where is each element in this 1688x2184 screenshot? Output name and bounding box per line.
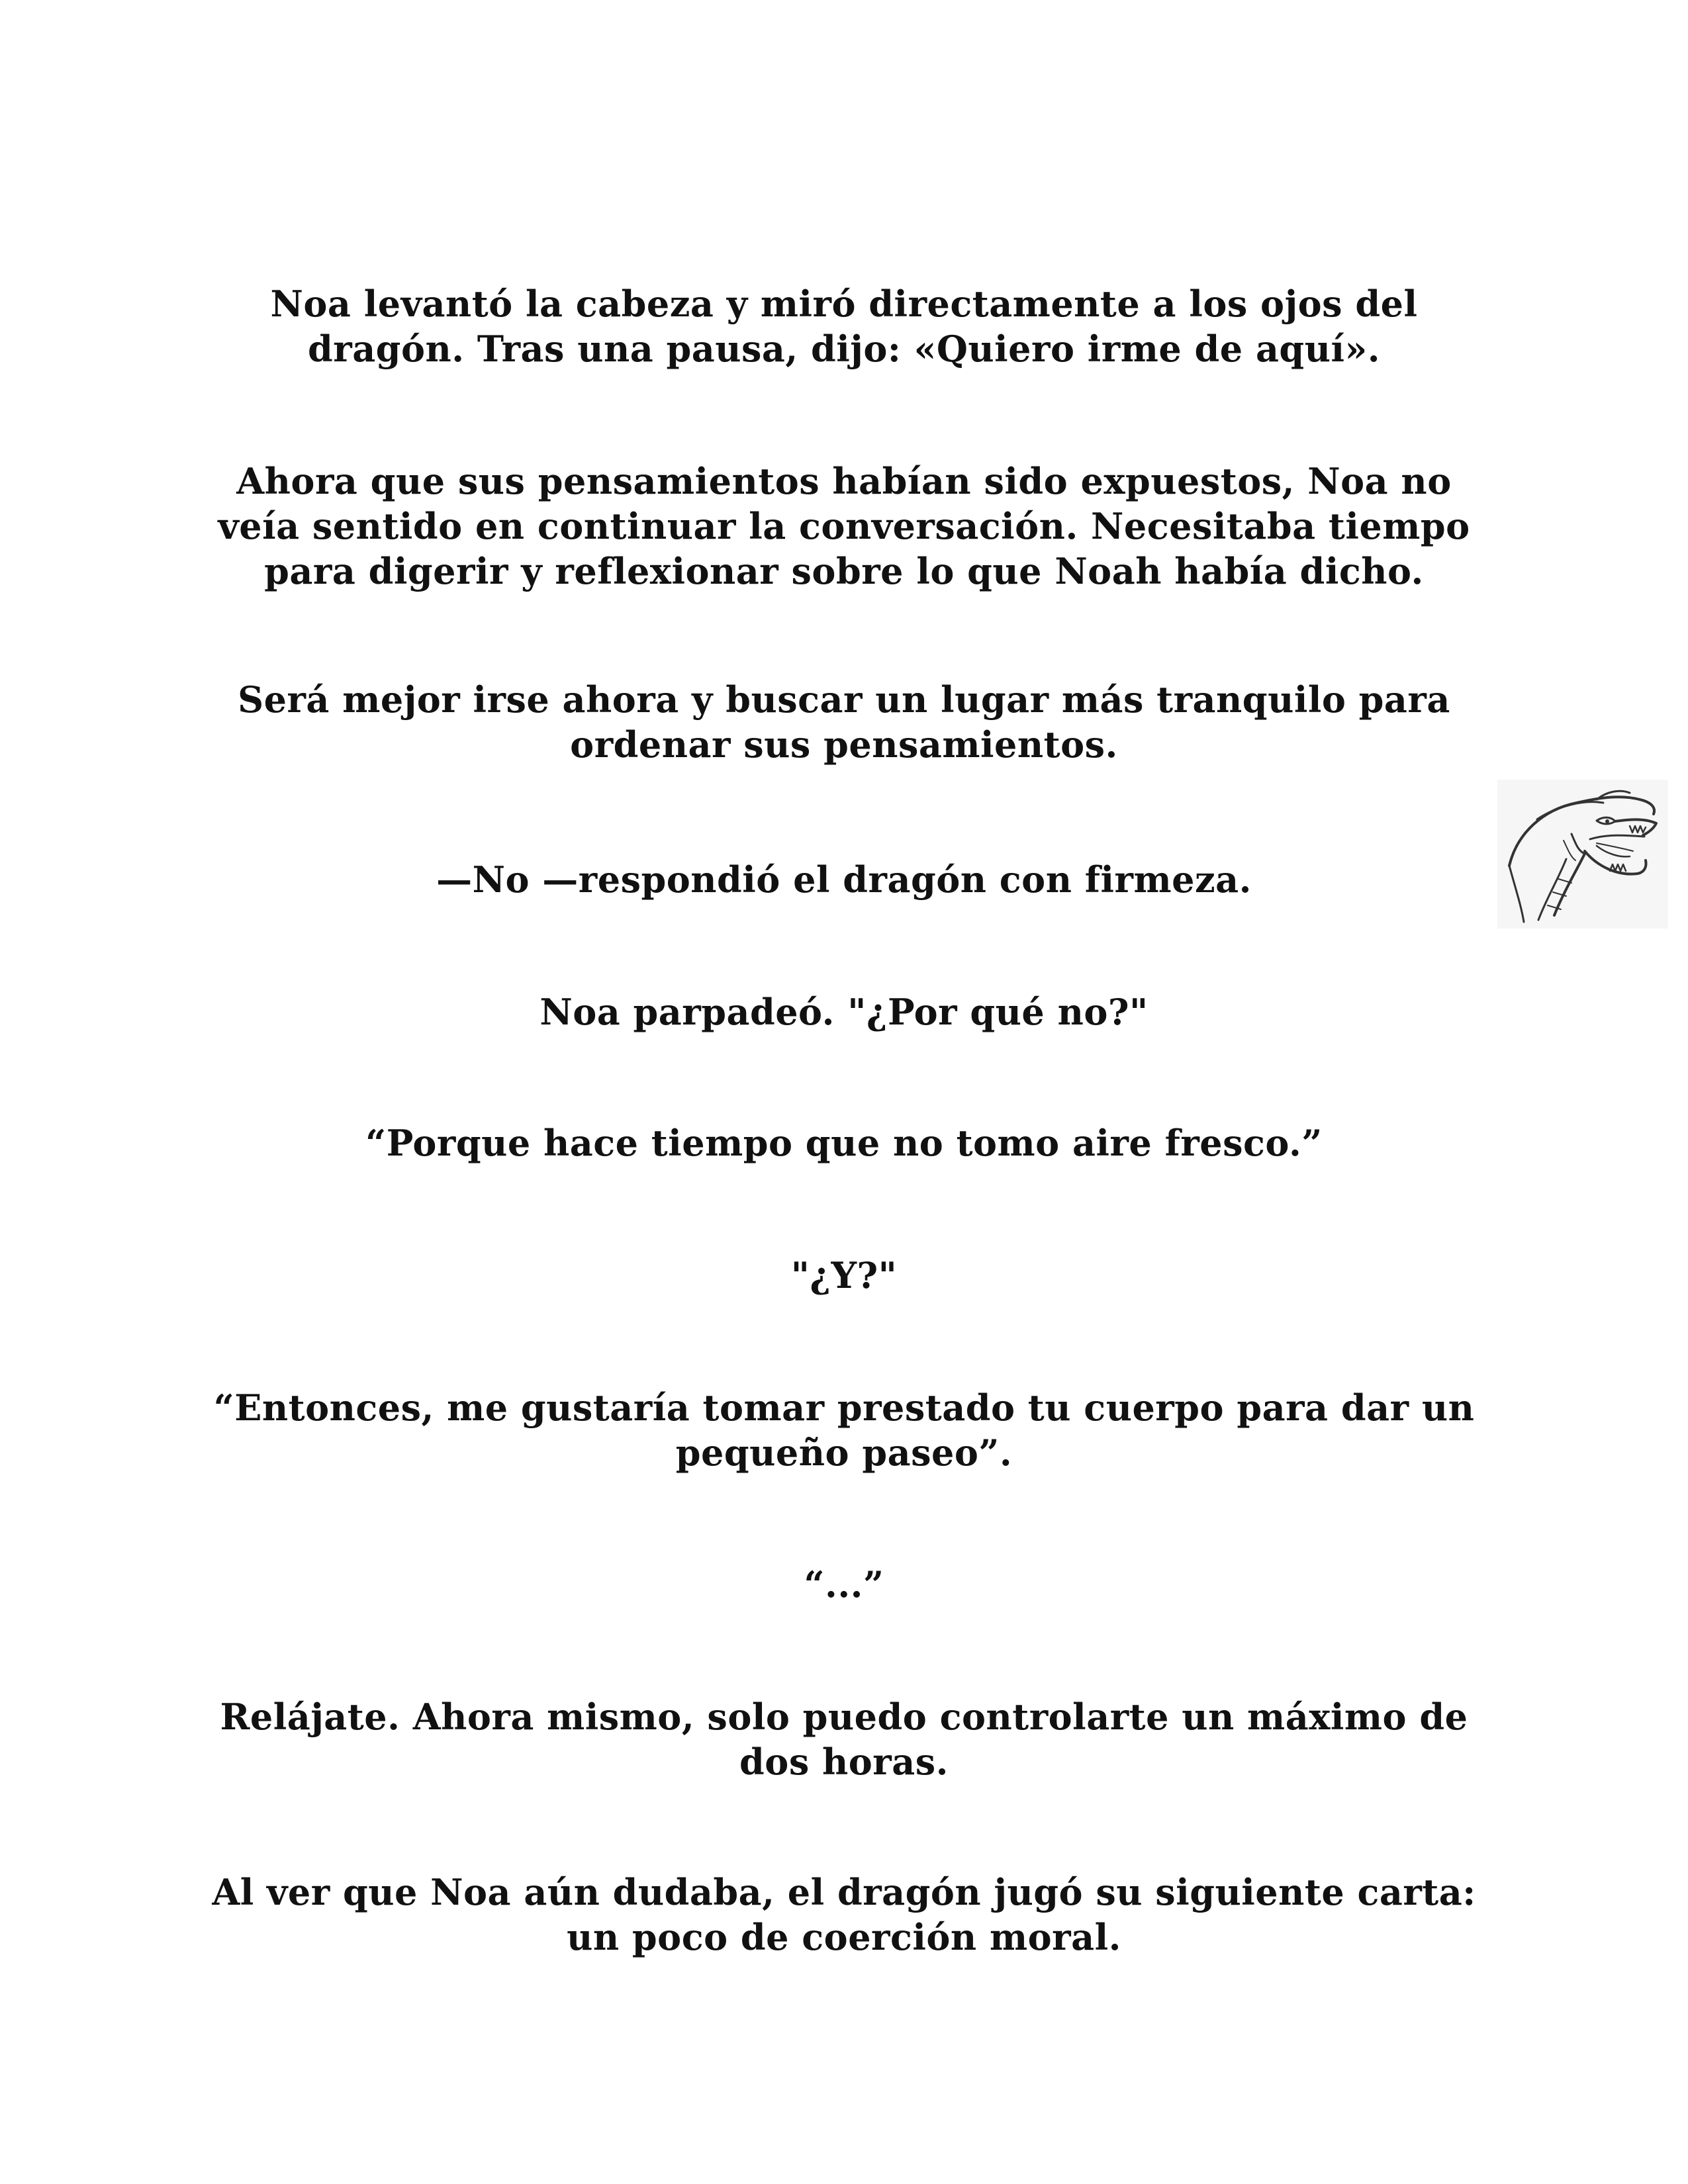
paragraph-11-line-2: un poco de coerción moral. bbox=[567, 1916, 1121, 1958]
paragraph-2-line-1: Ahora que sus pensamientos habían sido expuestos, Noa no bbox=[236, 460, 1452, 502]
paragraph-8-line-1: “Entonces, me gustaría tomar prestado tu cuerpo para dar un bbox=[213, 1387, 1475, 1429]
paragraph-1 bbox=[199, 281, 1489, 371]
paragraph-2-line-2: veía sentido en continuar la conversación. Necesitaba tiempo bbox=[218, 505, 1470, 547]
paragraph-3 bbox=[199, 677, 1489, 767]
paragraph-10-line-2: dos horas. bbox=[739, 1741, 949, 1783]
paragraph-4-line-1: —No —respondió el dragón con firmeza. bbox=[436, 858, 1252, 901]
paragraph-10-line-1: Relájate. Ahora mismo, solo puedo controlarte un máximo de bbox=[220, 1696, 1468, 1738]
paragraph-8 bbox=[199, 1385, 1489, 1475]
paragraph-6-line-1: “Porque hace tiempo que no tomo aire fresco.” bbox=[365, 1122, 1323, 1164]
paragraph-11 bbox=[199, 1870, 1489, 1960]
paragraph-2 bbox=[199, 459, 1489, 594]
paragraph-6 bbox=[199, 1120, 1489, 1165]
paragraph-5-line-1: Noa parpadeó. "¿Por qué no?" bbox=[539, 991, 1149, 1033]
paragraph-1-line-2: dragón. Tras una pausa, dijo: «Quiero irme de aquí». bbox=[307, 328, 1381, 370]
paragraph-2-line-3: para digerir y reflexionar sobre lo que Noah había dicho. bbox=[264, 550, 1424, 592]
paragraph-3-line-1: Será mejor irse ahora y buscar un lugar más tranquilo para bbox=[238, 678, 1450, 721]
paragraph-3-line-2: ordenar sus pensamientos. bbox=[570, 723, 1118, 766]
paragraph-9 bbox=[199, 1562, 1489, 1607]
paragraph-5 bbox=[199, 989, 1489, 1034]
paragraph-8-line-2: pequeño paseo”. bbox=[675, 1432, 1013, 1474]
paragraph-7 bbox=[199, 1253, 1489, 1298]
paragraph-11-line-1: Al ver que Noa aún dudaba, el dragón jugó su siguiente carta: bbox=[212, 1871, 1476, 1913]
paragraph-7-line-1: "¿Y?" bbox=[790, 1254, 898, 1297]
dragon-head-sketch-icon bbox=[1497, 780, 1668, 929]
paragraph-1-line-1: Noa levantó la cabeza y miró directamente a los ojos del bbox=[270, 283, 1418, 325]
paragraph-10 bbox=[199, 1694, 1489, 1784]
paragraph-9-line-1: “...” bbox=[804, 1563, 884, 1606]
paragraph-4 bbox=[199, 857, 1489, 902]
